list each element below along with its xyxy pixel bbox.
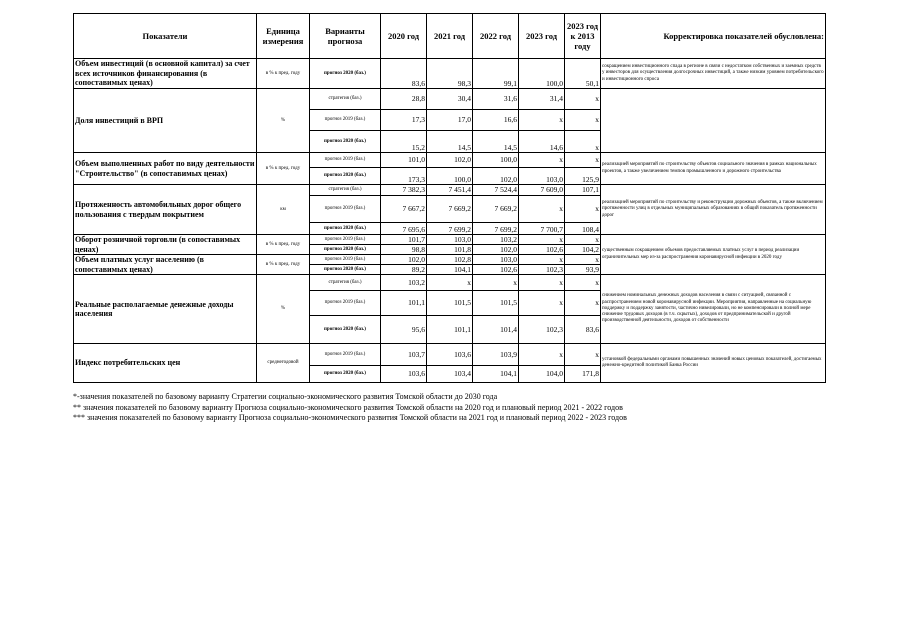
value-v2022: 7 669,2 (473, 196, 519, 223)
value-v2022: 31,6 (473, 89, 519, 110)
value-v2022: 104,1 (473, 366, 519, 383)
value-v2023: 14,6 (519, 131, 565, 153)
value-v2023: 31,4 (519, 89, 565, 110)
value-v2022: 102,6 (473, 265, 519, 275)
value-v2023: 102,3 (519, 316, 565, 344)
header-indicator: Показатели (74, 14, 257, 59)
forecast-variant: прогноз 2019 (баз.) (310, 255, 381, 265)
indicator-name: Индекс потребительских цен (74, 344, 257, 383)
indicator-name: Объем платных услуг населению (в сопоставимых ценах) (74, 255, 257, 275)
correction-comment: существенным сокращением объемов предоставляемых платных услуг в период реализации ограничительных мер из-за распространения коронавирусной инфекции в 2020 году (601, 235, 826, 275)
forecast-variant: прогноз 2020 (баз.) (310, 366, 381, 383)
value-v2021: 104,1 (427, 265, 473, 275)
value-v2023: х (519, 344, 565, 366)
value-vcmp: х (565, 131, 601, 153)
table-body (74, 59, 826, 383)
value-v2023: х (519, 291, 565, 316)
value-v2023: х (519, 255, 565, 265)
value-v2022: 7 699,2 (473, 223, 519, 235)
value-v2023: 102,3 (519, 265, 565, 275)
value-v2023: 100,0 (519, 59, 565, 89)
value-v2021: 7 699,2 (427, 223, 473, 235)
footnote: *** значения показателей по базовому варианту Прогноза социально-экономического развития Томской области на 2021 год и плановый период 2022 - 2023 годов (73, 413, 627, 422)
value-v2021: х (427, 275, 473, 291)
forecast-variant: прогноз 2020 (баз.) (310, 168, 381, 185)
indicator-unit: в % к пред. году (257, 153, 310, 185)
value-v2021: 30,4 (427, 89, 473, 110)
value-v2022: 103,9 (473, 344, 519, 366)
value-v2020: 15,2 (381, 131, 427, 153)
value-v2020: 103,6 (381, 366, 427, 383)
value-v2022: 103,2 (473, 235, 519, 245)
value-v2021: 101,1 (427, 316, 473, 344)
value-v2023: 7 700,7 (519, 223, 565, 235)
value-vcmp: х (565, 110, 601, 131)
value-vcmp: х (565, 89, 601, 110)
value-v2021: 14,5 (427, 131, 473, 153)
value-v2020: 101,0 (381, 153, 427, 168)
value-v2020: 102,0 (381, 255, 427, 265)
header-correction: Корректировка показателей обусловлена: (601, 14, 826, 59)
value-v2021: 17,0 (427, 110, 473, 131)
value-v2023: х (519, 153, 565, 168)
forecast-variant: прогноз 2019 (баз.) (310, 235, 381, 245)
value-v2021: 100,0 (427, 168, 473, 185)
forecast-variant: прогноз 2019 (баз.) (310, 291, 381, 316)
value-v2022: 99,1 (473, 59, 519, 89)
value-v2023: 102,6 (519, 245, 565, 255)
value-vcmp: 108,4 (565, 223, 601, 235)
indicator-name: Оборот розничной торговли (в сопоставимых ценах) (74, 235, 257, 255)
forecast-variant: стратегия (баз.) (310, 185, 381, 196)
correction-comment: установкой федеральными органами повышенных значений новых ценовых показателей, достигаемых денежно-кредитной политикой Банка России (601, 344, 826, 383)
value-v2023: х (519, 196, 565, 223)
correction-comment: сокращением инвестиционного спада в регионе в связи с недостатком собственных и заемных средств у инвесторов для осуществления долгосрочных инвестиций, а также низким уровнем потребительского и инвестиционного спроса (601, 59, 826, 89)
table-row (74, 235, 826, 245)
forecast-variant: прогноз 2020 (баз.) (310, 131, 381, 153)
header-unit: Единица измерения (257, 14, 310, 59)
forecast-variant: прогноз 2019 (баз.) (310, 153, 381, 168)
indicators-table (73, 13, 826, 383)
value-v2022: 100,0 (473, 153, 519, 168)
forecast-variant: прогноз 2019 (баз.) (310, 196, 381, 223)
footnotes (73, 392, 825, 424)
value-vcmp: 93,9 (565, 265, 601, 275)
forecast-variant: прогноз 2020 (баз.) (310, 245, 381, 255)
indicator-name: Объем выполненных работ по виду деятельности "Строительство" (в сопоставимых ценах) (74, 153, 257, 185)
footnote: *-значения показателей по базовому варианту Стратегии социально-экономического развития Томской области до 2030 года (73, 392, 498, 401)
indicator-unit: км (257, 185, 310, 235)
value-v2021: 98,3 (427, 59, 473, 89)
value-vcmp: х (565, 196, 601, 223)
value-vcmp: х (565, 255, 601, 265)
value-v2021: 103,6 (427, 344, 473, 366)
table-row (74, 275, 826, 291)
value-v2021: 103,4 (427, 366, 473, 383)
value-v2022: 16,6 (473, 110, 519, 131)
value-vcmp: х (565, 153, 601, 168)
value-vcmp: 107,1 (565, 185, 601, 196)
correction-comment: реализацией мероприятий по строительству и реконструкции дорожных объектов, а также включением протяженности улиц в отдельных муниципальных образованиях в общий показатель протяженности дорог (601, 185, 826, 235)
indicator-name: Доля инвестиций в ВРП (74, 89, 257, 153)
forecast-variant: прогноз 2019 (баз.) (310, 344, 381, 366)
document-page (73, 13, 825, 424)
table-row (74, 185, 826, 196)
value-v2021: 7 451,4 (427, 185, 473, 196)
table-row (74, 344, 826, 366)
forecast-variant: прогноз 2019 (баз.) (310, 110, 381, 131)
indicator-unit: в % к пред. году (257, 235, 310, 255)
value-v2021: 101,8 (427, 245, 473, 255)
header-2023-to-2013: 2023 год к 2013 году (565, 14, 601, 59)
header-2021: 2021 год (427, 14, 473, 59)
value-v2021: 102,8 (427, 255, 473, 265)
indicator-name: Протяженность автомобильных дорог общего пользования с твердым покрытием (74, 185, 257, 235)
header-row (74, 14, 826, 59)
correction-comment: реализацией мероприятий по строительству объектов социального значения в рамках национальных проектов, а также увеличением темпов промышленного и дорожного строительства (601, 153, 826, 185)
value-v2021: 101,5 (427, 291, 473, 316)
forecast-variant: прогноз 2020 (баз.) (310, 265, 381, 275)
value-vcmp: 50,1 (565, 59, 601, 89)
value-v2021: 103,0 (427, 235, 473, 245)
forecast-variant: стратегия (баз.) (310, 89, 381, 110)
header-2022: 2022 год (473, 14, 519, 59)
table-row (74, 153, 826, 168)
value-v2023: х (519, 235, 565, 245)
value-v2022: 14,5 (473, 131, 519, 153)
value-v2020: 7 667,2 (381, 196, 427, 223)
value-v2023: 7 609,0 (519, 185, 565, 196)
value-v2023: х (519, 275, 565, 291)
forecast-variant: прогноз 2020 (баз.) (310, 223, 381, 235)
value-vcmp: 104,2 (565, 245, 601, 255)
value-vcmp: х (565, 344, 601, 366)
correction-comment: снижением номинальных денежных доходов населения в связи с ситуацией, связанной с распространением новой коронавирусной инфекции. Мероприятия, направленные на социальную поддержку и поддержку занятости, частично нивелировали, но не компенсировали в полной мере снижение трудовых доходов (в т.ч. скрытых), доходов от предпринимательской и другой производственной деятельности, доходов от собственности (601, 275, 826, 344)
forecast-variant: прогноз 2020 (баз.) (310, 316, 381, 344)
value-v2020: 101,1 (381, 291, 427, 316)
value-v2020: 89,2 (381, 265, 427, 275)
table-row (74, 89, 826, 110)
value-v2022: 102,0 (473, 168, 519, 185)
value-v2020: 103,7 (381, 344, 427, 366)
value-vcmp: х (565, 235, 601, 245)
value-v2022: 101,5 (473, 291, 519, 316)
header-2020: 2020 год (381, 14, 427, 59)
indicator-unit: среднегодовой (257, 344, 310, 383)
header-2023: 2023 год (519, 14, 565, 59)
value-vcmp: х (565, 291, 601, 316)
indicator-unit: в % к пред. году (257, 255, 310, 275)
value-v2020: 98,8 (381, 245, 427, 255)
forecast-variant: стратегия (баз.) (310, 275, 381, 291)
value-vcmp: 171,8 (565, 366, 601, 383)
indicator-unit: в % к пред. году (257, 59, 310, 89)
value-v2020: 7 382,3 (381, 185, 427, 196)
indicator-unit: % (257, 275, 310, 344)
value-v2020: 83,6 (381, 59, 427, 89)
value-v2020: 28,8 (381, 89, 427, 110)
value-v2020: 173,3 (381, 168, 427, 185)
header-variants: Варианты прогноза (310, 14, 381, 59)
value-v2022: 7 524,4 (473, 185, 519, 196)
value-v2021: 102,0 (427, 153, 473, 168)
forecast-variant: прогноз 2020 (баз.) (310, 59, 381, 89)
indicator-name: Реальные располагаемые денежные доходы населения (74, 275, 257, 344)
indicator-unit: % (257, 89, 310, 153)
value-vcmp: х (565, 275, 601, 291)
value-v2023: 103,0 (519, 168, 565, 185)
value-v2023: х (519, 110, 565, 131)
value-v2022: х (473, 275, 519, 291)
value-v2020: 103,2 (381, 275, 427, 291)
value-v2020: 101,7 (381, 235, 427, 245)
table-row (74, 59, 826, 89)
value-vcmp: 125,9 (565, 168, 601, 185)
indicator-name: Объем инвестиций (в основной капитал) за счет всех источников финансирования (в сопоставимых ценах) (74, 59, 257, 89)
value-v2022: 101,4 (473, 316, 519, 344)
value-v2021: 7 669,2 (427, 196, 473, 223)
value-v2020: 17,3 (381, 110, 427, 131)
value-v2020: 95,6 (381, 316, 427, 344)
value-v2022: 103,0 (473, 255, 519, 265)
correction-comment (601, 89, 826, 153)
value-v2022: 102,0 (473, 245, 519, 255)
value-v2020: 7 695,6 (381, 223, 427, 235)
value-v2023: 104,0 (519, 366, 565, 383)
value-vcmp: 83,6 (565, 316, 601, 344)
footnote: ** значения показателей по базовому варианту Прогноза социально-экономического развития Томской области на 2020 год и плановый период 2021 - 2022 годов (73, 402, 623, 412)
